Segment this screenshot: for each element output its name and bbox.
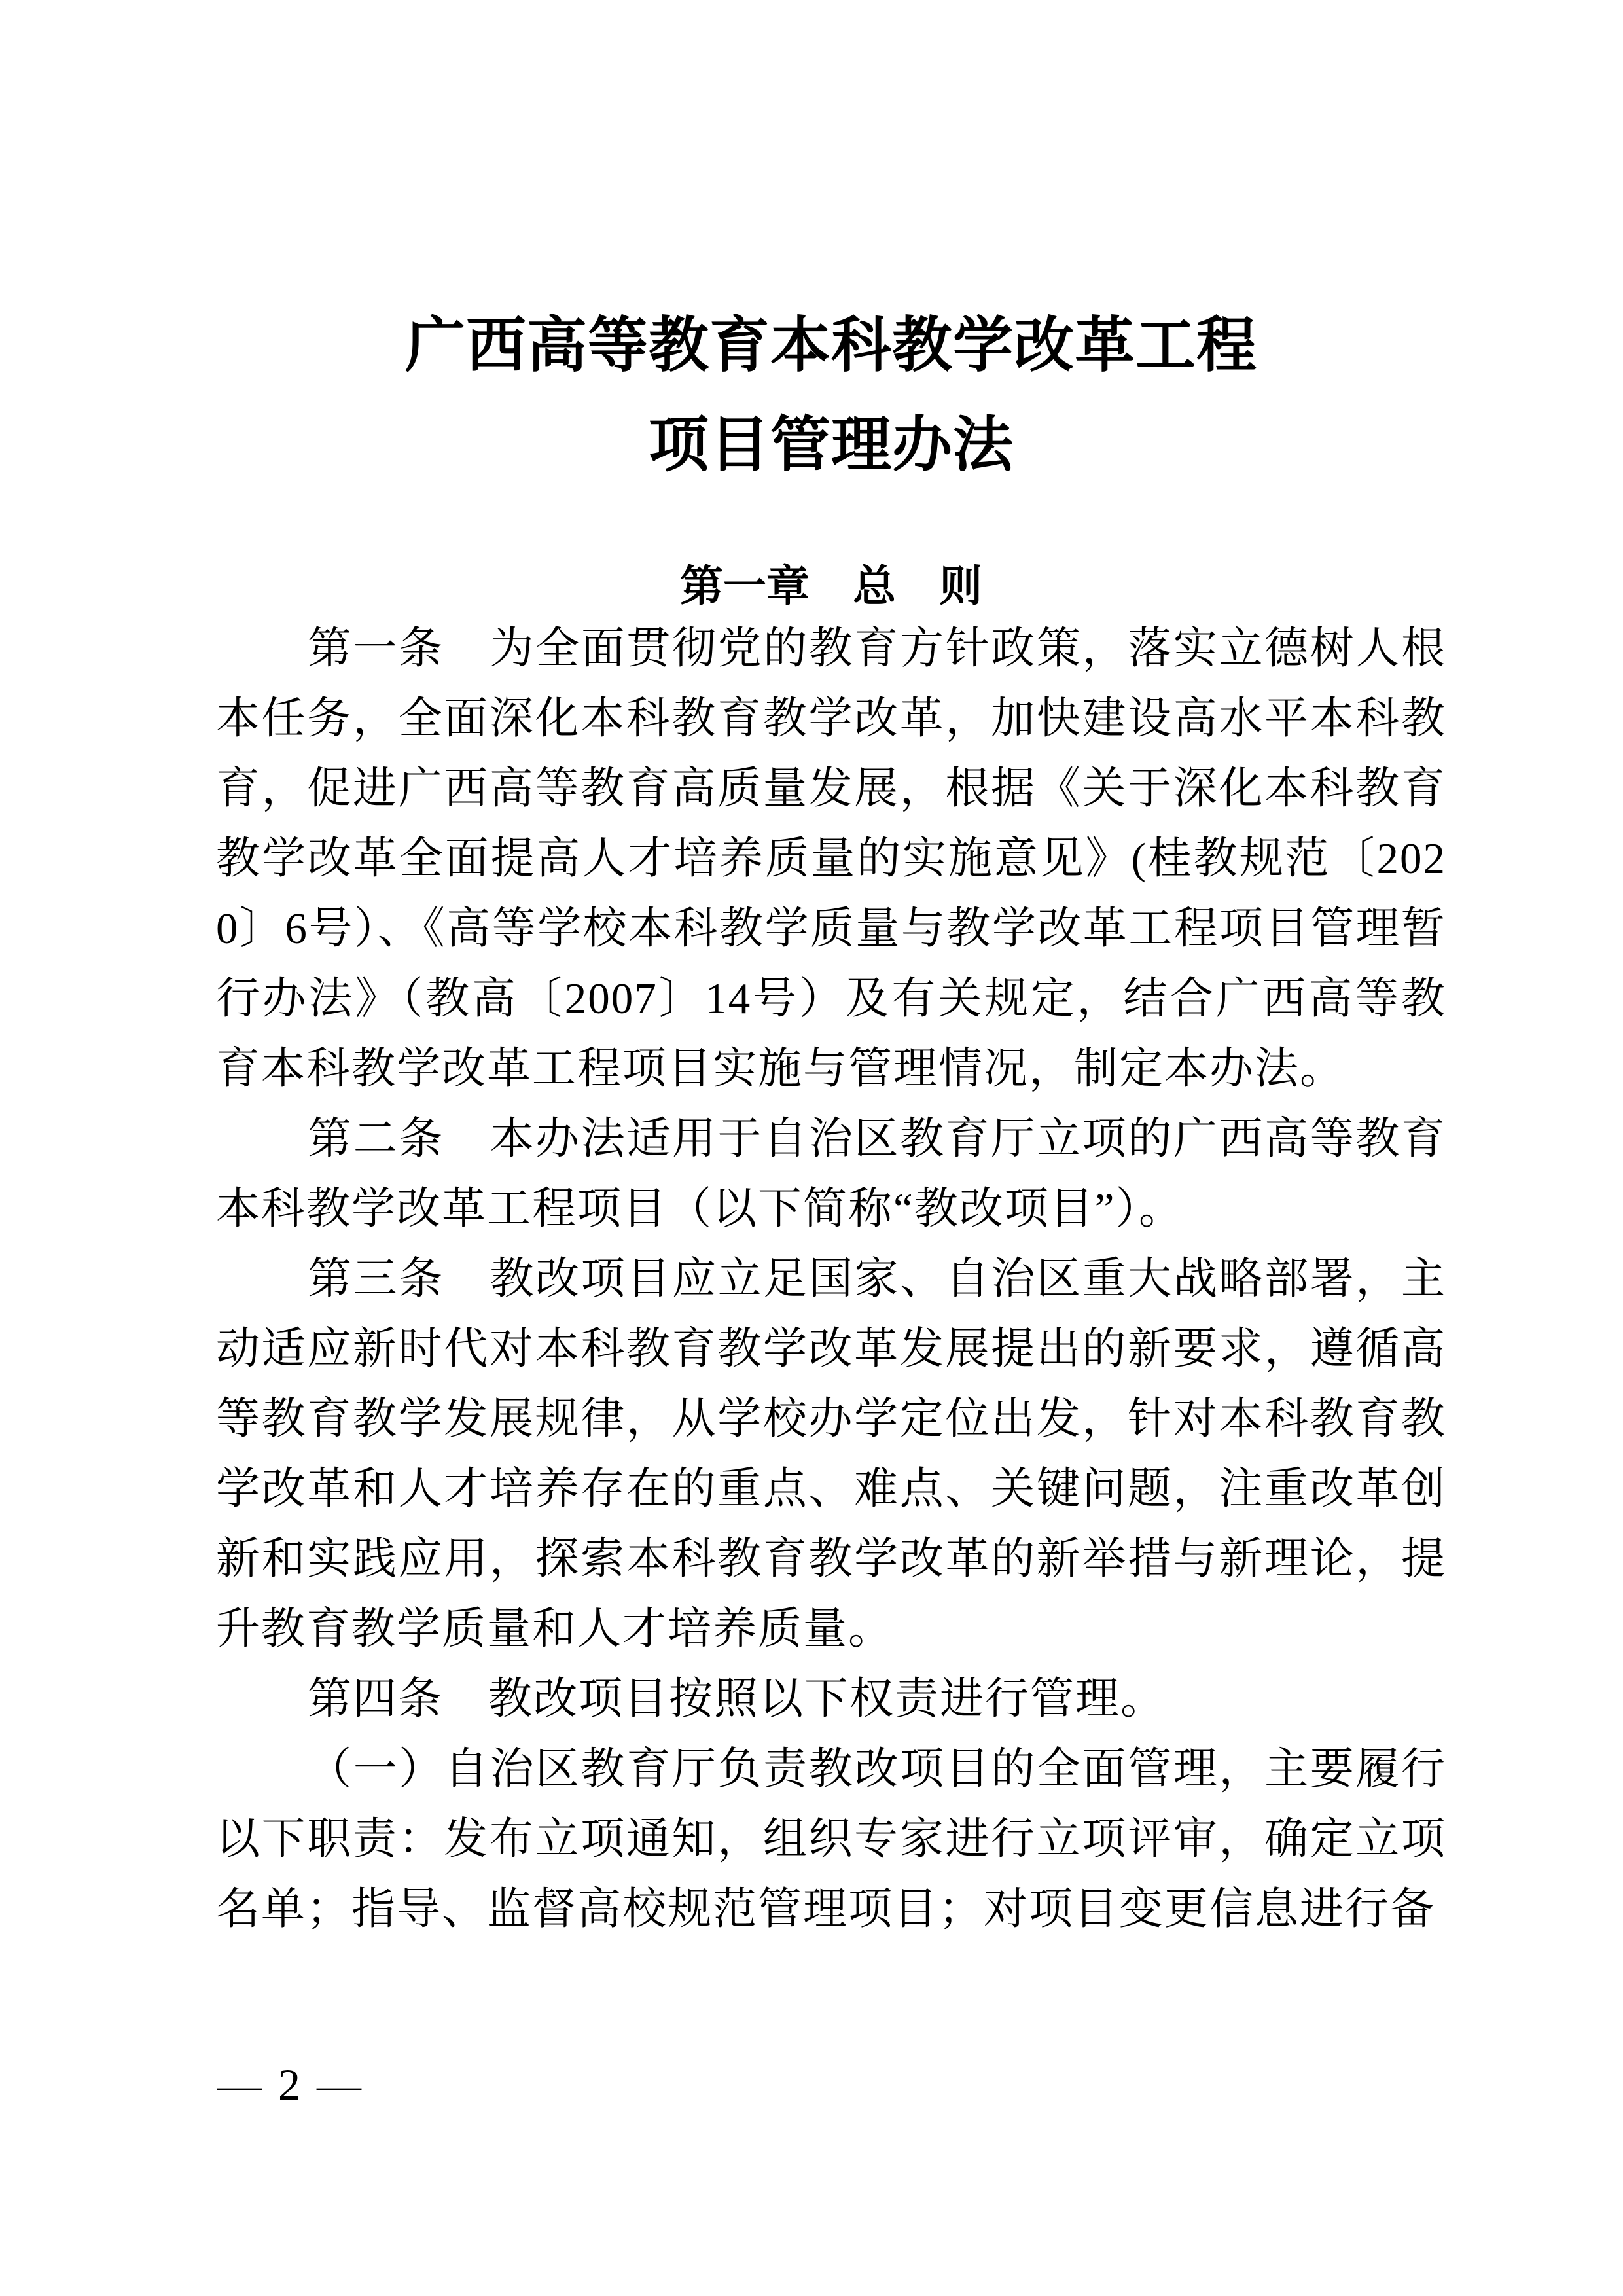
document-title-line-1: 广西高等教育本科教学改革工程 [404,312,1257,379]
paragraph-article-1: 第一条 为全面贯彻党的教育方针政策，落实立德树人根本任务，全面深化本科教育教学改革，加快建设高水平本科教育，促进广西高等教育高质量发展，根据《关于深化本科教育教学改革全面提高人才培养质量的实施意见》(桂教规范〔2020〕6号）、《高等学校本科教学质量与教学改革工程项目管理暂行办法》（教高〔2007〕14号）及有关规定，结合广西高等教育本科教学改革工程项目实施与管理情况，制定本办法。 [216,624,1446,1093]
paragraph-article-3: 第三条 教改项目应立足国家、自治区重大战略部署，主动适应新时代对本科教育教学改革发展提出的新要求，遵循高等教育教学发展规律，从学校办学定位出发，针对本科教育教学改革和人才培养存在的重点、难点、关键问题，注重改革创新和实践应用，探索本科教育教学改革的新举措与新理论，提升教育教学质量和人才培养质量。 [216,1255,1446,1653]
paragraph-article-4: 第四条 教改项目按照以下权责进行管理。 [308,1675,1166,1723]
document-body [216,614,1446,1945]
paragraph-item-1: （一）自治区教育厅负责教改项目的全面管理，主要履行以下职责：发布立项通知，组织专家进行立项评审，确定立项名单；指导、监督高校规范管理项目；对项目变更信息进行备 [216,1745,1446,1933]
paragraph-article-2: 第二条 本办法适用于自治区教育厅立项的广西高等教育本科教学改革工程项目（以下简称“教改项目”）。 [216,1115,1446,1233]
chapter-heading: 第一章 总 则 [680,562,982,610]
document-title-line-2: 项目管理办法 [648,412,1014,478]
page-number: — 2 — [217,2060,364,2109]
document-title [216,296,1446,495]
